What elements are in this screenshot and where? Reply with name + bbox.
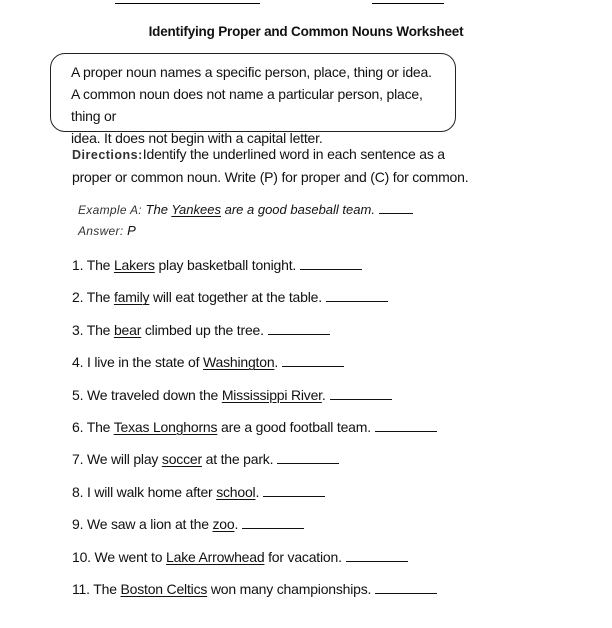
underlined-noun: Lakers (113, 257, 155, 273)
underlined-noun: Lake Arrowhead (166, 548, 265, 565)
directions-line-1 (72, 146, 445, 162)
underlined-noun: Washington (203, 354, 275, 371)
question-item (72, 257, 362, 273)
question-text-end: . (255, 483, 260, 500)
underlined-noun: Mississippi River (221, 386, 322, 403)
underlined-noun: Texas Longhorns (113, 419, 218, 435)
question-item (72, 419, 437, 435)
date-blank-line[interactable] (372, 3, 444, 4)
question-text: 11. The (72, 581, 121, 597)
underlined-noun: school (216, 483, 256, 500)
question-text-end: won many championships. (207, 581, 372, 597)
question-partial (72, 612, 76, 628)
example-answer-blank[interactable] (379, 201, 413, 214)
question-text: 9. We saw a lion at the (72, 516, 213, 533)
answer-blank[interactable] (277, 451, 339, 464)
question-text: 6. The (72, 419, 114, 435)
underlined-noun: soccer (161, 451, 202, 468)
question-text-end: will eat together at the table. (149, 289, 322, 306)
answer-blank[interactable] (263, 484, 325, 497)
name-blank-line[interactable] (115, 3, 260, 4)
answer-blank[interactable] (346, 549, 408, 562)
underlined-noun: bear (113, 321, 142, 338)
question-item (72, 289, 388, 305)
answer-blank[interactable] (282, 354, 344, 367)
question-item (72, 484, 325, 500)
question-text: 3. The (72, 321, 114, 338)
question-item (72, 387, 392, 403)
question-text: 8. I will walk home after (72, 483, 217, 500)
question-item (72, 354, 344, 370)
question-item (72, 451, 339, 467)
question-text-end: . (274, 354, 279, 371)
question-item (72, 581, 437, 597)
example-answer (78, 223, 136, 238)
question-text: 1. The (72, 257, 114, 273)
example-after: are a good baseball team. (224, 202, 375, 217)
definition-line: idea. It does not begin with a capital letter. (71, 130, 323, 146)
directions-line-2: proper or common noun. Write (P) for proper and (C) for common. (72, 169, 469, 185)
question-text: 10. We went to (72, 548, 167, 565)
question-text-end: at the park. (201, 451, 274, 468)
question-text-end: are a good football team. (217, 419, 371, 435)
question-text: 7. We will play (72, 451, 162, 468)
answer-blank[interactable] (300, 257, 362, 270)
answer-blank[interactable] (268, 322, 330, 335)
question-text-end: climbed up the tree. (141, 321, 264, 338)
definition-box (50, 53, 456, 146)
underlined-noun: family (113, 289, 150, 306)
answer-blank[interactable] (330, 387, 392, 400)
question-item (72, 549, 408, 565)
underlined-noun: zoo (212, 516, 235, 533)
question-text: 2. The (72, 289, 114, 306)
answer-label: Answer: (78, 224, 124, 238)
question-item (72, 322, 330, 338)
example-before: The (145, 202, 168, 217)
question-text-end: play basketball tonight. (154, 257, 297, 273)
directions-text: Identify the underlined word in each sentence as a (142, 146, 445, 162)
question-text-end: . (321, 386, 326, 403)
definition-line: A proper noun names a specific person, place, thing or idea. (71, 64, 432, 80)
answer-blank[interactable] (242, 516, 304, 529)
definition-line: A common noun does not name a particular person, place, thing or (71, 86, 423, 124)
example-underlined-word: Yankees (171, 202, 221, 217)
underlined-noun: Boston Celtics (120, 581, 208, 597)
question-text: 4. I live in the state of (72, 354, 203, 371)
question-item (72, 516, 304, 532)
question-text-end: for vacation. (264, 548, 342, 565)
question-text: 5. We traveled down the (72, 386, 222, 403)
example-label: Example A: (78, 203, 142, 217)
directions-label: Directions: (72, 148, 143, 162)
question-text-end: . (234, 516, 239, 533)
answer-blank[interactable] (375, 419, 437, 432)
answer-value: P (127, 223, 136, 238)
example-a (78, 201, 413, 217)
worksheet-title: Identifying Proper and Common Nouns Worksheet (148, 24, 464, 39)
answer-blank[interactable] (375, 581, 437, 594)
answer-blank[interactable] (326, 289, 388, 302)
